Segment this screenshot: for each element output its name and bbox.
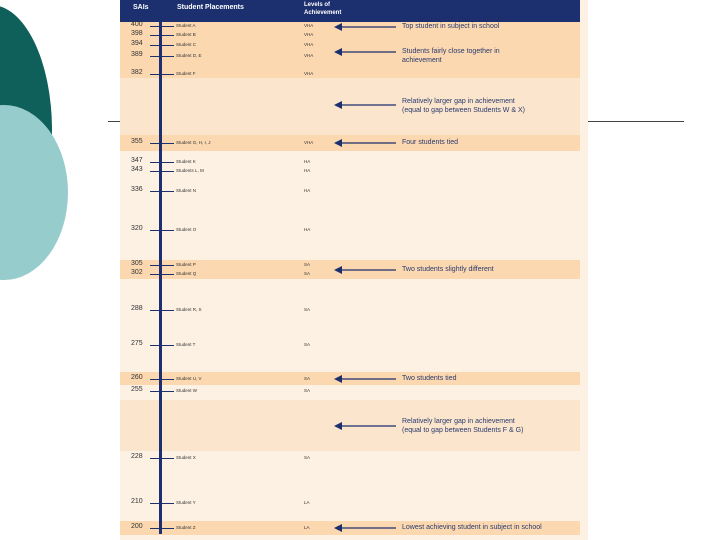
note-larger-gap-upper [402, 97, 525, 115]
row-score: 400 [131, 21, 143, 28]
row-level: SA [304, 388, 311, 393]
row-score: 320 [131, 225, 143, 232]
note-two-tied [402, 374, 456, 383]
row-score: 336 [131, 186, 143, 193]
note-line: Two students tied [402, 375, 457, 382]
row-student: Student N [176, 188, 197, 193]
row-student: Student T [176, 342, 196, 347]
note-line: Two students slightly different [402, 266, 494, 273]
header-levels-line2: Achievement [304, 10, 342, 16]
header-sais: SAIs [133, 4, 149, 11]
row-student: Student Q [176, 271, 197, 276]
row-student: Student P [176, 262, 196, 267]
row-score: 210 [131, 498, 143, 505]
row-level: SA [304, 262, 311, 267]
row-tick [150, 74, 174, 75]
row-level: VHA [304, 32, 314, 37]
row-level: HA [304, 168, 311, 173]
row-score: 343 [131, 166, 143, 173]
row-tick [150, 230, 174, 231]
note-line: (equal to gap between Students F & G) [402, 427, 524, 434]
row-tick [150, 379, 174, 380]
arrow-left-icon [334, 48, 396, 56]
row-tick [150, 391, 174, 392]
row-level: SA [304, 307, 311, 312]
note-line: Students fairly close together in [402, 48, 500, 55]
row-student: Student Z [176, 525, 196, 530]
row-level: HA [304, 188, 311, 193]
row-score: 275 [131, 340, 143, 347]
row-tick [150, 143, 174, 144]
note-slightly-different [402, 265, 494, 274]
arrow-left-icon [334, 101, 396, 109]
row-level: VHA [304, 140, 314, 145]
row-level: VHA [304, 23, 314, 28]
row-tick [150, 26, 174, 27]
row-score: 389 [131, 51, 143, 58]
row-tick [150, 35, 174, 36]
note-line: Four students tied [402, 139, 459, 146]
row-tick [150, 171, 174, 172]
row-score: 200 [131, 523, 143, 530]
row-tick [150, 45, 174, 46]
row-tick [150, 310, 174, 311]
row-student: Student U, V [176, 376, 202, 381]
row-student: Student K [176, 159, 196, 164]
note-line: Lowest achieving student in subject in school [402, 524, 542, 531]
row-tick [150, 162, 174, 163]
row-level: LA [304, 500, 310, 505]
note-four-tied [402, 138, 458, 147]
row-score: 228 [131, 453, 143, 460]
note-line: Top student in subject in school [402, 23, 500, 30]
row-level: HA [304, 159, 311, 164]
row-student: Student A [176, 23, 196, 28]
row-score: 255 [131, 386, 143, 393]
note-fairly-close [402, 47, 500, 65]
row-score: 382 [131, 69, 143, 76]
row-level: LA [304, 525, 310, 530]
arrow-left-icon [334, 139, 396, 147]
arrow-left-icon [334, 375, 396, 383]
note-line: Relatively larger gap in achievement [402, 418, 515, 425]
arrow-left-icon [334, 524, 396, 532]
row-student: Students L, M [176, 168, 204, 173]
figure-header [120, 0, 580, 22]
row-student: Student B [176, 32, 196, 37]
note-lowest-student [402, 523, 542, 532]
row-tick [150, 458, 174, 459]
row-score: 394 [131, 40, 143, 47]
row-score: 355 [131, 138, 143, 145]
row-level: VHA [304, 71, 314, 76]
row-level: HA [304, 227, 311, 232]
row-student: Student O [176, 227, 197, 232]
row-tick [150, 345, 174, 346]
row-student: Student C [176, 42, 197, 47]
row-level: VHA [304, 42, 314, 47]
row-tick [150, 56, 174, 57]
decorative-light-circle [0, 105, 68, 280]
row-score: 305 [131, 260, 143, 267]
row-level: SA [304, 271, 311, 276]
row-tick [150, 274, 174, 275]
row-level: SA [304, 376, 311, 381]
row-student: Student G, H, I, J [176, 140, 211, 145]
row-tick [150, 265, 174, 266]
row-tick [150, 191, 174, 192]
row-score: 302 [131, 269, 143, 276]
row-student: Student D, E [176, 53, 202, 58]
row-score: 260 [131, 374, 143, 381]
note-line: achievement [402, 57, 442, 64]
row-student: Student R, S [176, 307, 202, 312]
row-tick [150, 503, 174, 504]
arrow-left-icon [334, 23, 396, 31]
arrow-left-icon [334, 266, 396, 274]
note-line: (equal to gap between Students W & X) [402, 107, 525, 114]
row-student: Student F [176, 71, 196, 76]
row-student: Student W [176, 388, 198, 393]
row-student: Student X [176, 455, 196, 460]
note-larger-gap-lower [402, 417, 523, 435]
row-score: 288 [131, 305, 143, 312]
header-levels-line1: Levels of [304, 2, 331, 8]
row-student: Student Y [176, 500, 196, 505]
note-line: Relatively larger gap in achievement [402, 98, 515, 105]
row-level: SA [304, 455, 311, 460]
arrow-left-icon [334, 422, 396, 430]
row-score: 398 [131, 30, 143, 37]
row-tick [150, 528, 174, 529]
row-level: VHA [304, 53, 314, 58]
title-rule-right [586, 121, 684, 122]
header-student-placements: Student Placements [177, 4, 244, 11]
row-level: SA [304, 342, 311, 347]
note-top-student [402, 22, 499, 31]
row-score: 347 [131, 157, 143, 164]
